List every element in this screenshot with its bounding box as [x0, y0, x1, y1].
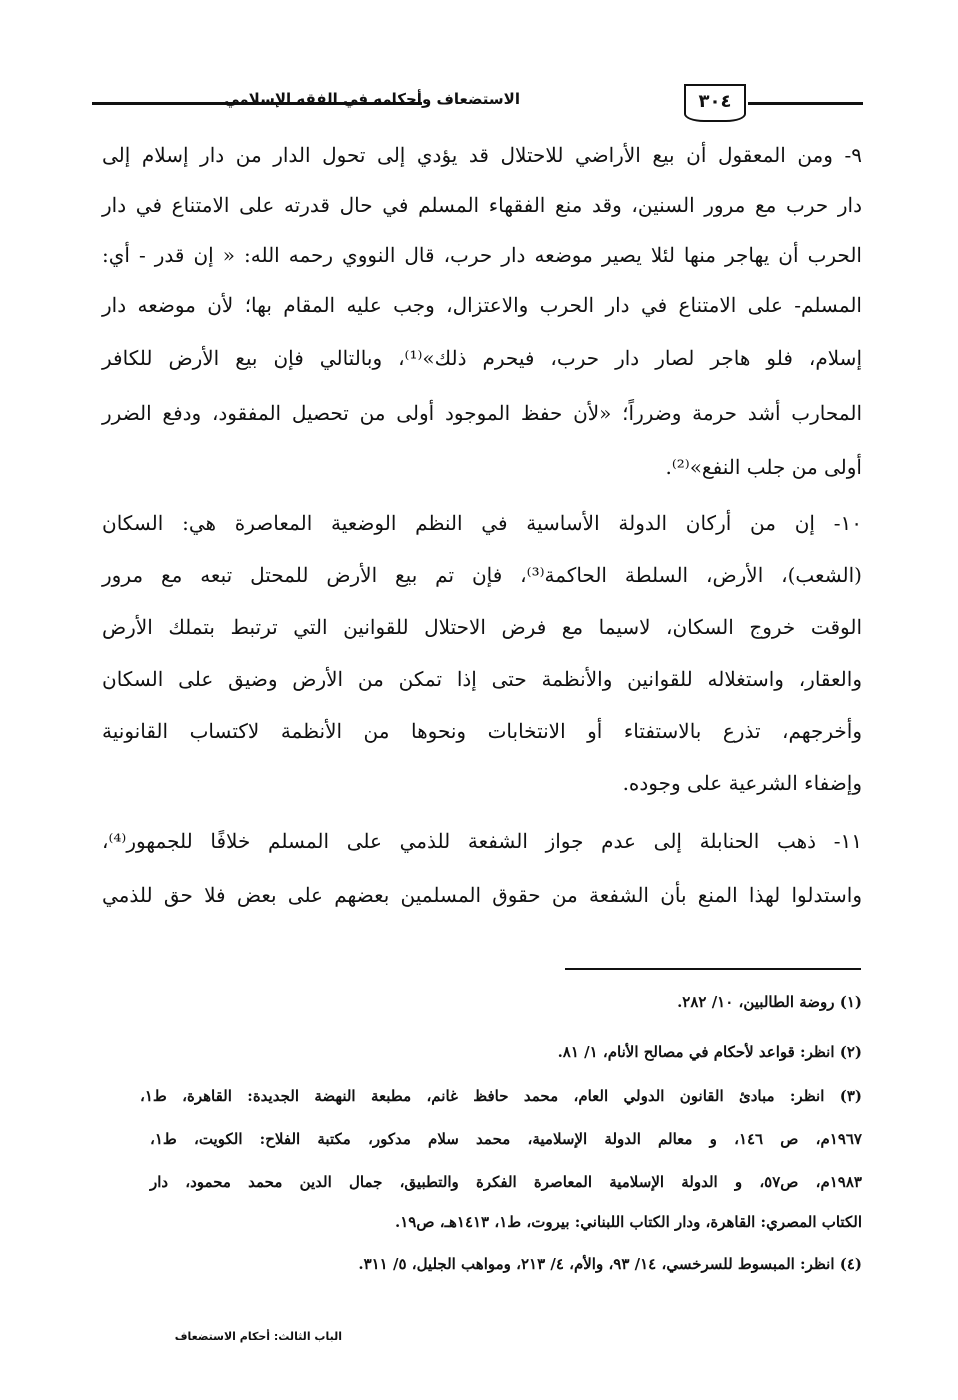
body-line: وأخرجهم، تذرع بالاستفتاء أو الانتخابات ونحوها من الأنظمة لاكتساب القانونية — [102, 719, 862, 743]
footnote: ١٩٦٧م، ص ١٤٦، و معالم الدولة الإسلامية، محمد سلام مدكور، مكتبة الفلاح: الكويت، ط١، — [150, 1130, 862, 1148]
footnote: ١٩٨٣م، ص٥٧، و الدولة الإسلامية المعاصرة الفكرة والتطبيق، جمال الدين محمد محمود، دار — [150, 1173, 862, 1191]
body-line: المحارب أشد حرمة وضرراً؛ «لأن حفظ الموجود أولى من تحصيل المفقود، ودفع الضرر — [102, 401, 862, 425]
header-rule — [748, 102, 863, 105]
body-line: ١٠- إن من أركان الدولة الأساسية في النظم الوضعية المعاصرة هي: السكان — [102, 511, 862, 535]
body-line: وإضفاء الشرعية على وجوده. — [622, 771, 862, 795]
chapter-footer: الباب الثالث: أحكام الاستضعاف — [174, 1330, 342, 1343]
running-title: الاستضعاف وأحكامه في الفقه الإسلامي — [224, 90, 520, 108]
page-number: ٣٠٤ — [684, 84, 746, 122]
footnote: الكتاب المصري: القاهرة، ودار الكتاب اللبناني: بيروت، ط١، ١٤١٣هـ، ص١٩. — [395, 1213, 862, 1231]
body-line: إسلام، فلو هاجر لصار دار حرب، فيحرم ذلك»⁽¹⁾، وبالتالي فإن بيع الأرض للكافر — [102, 346, 862, 370]
body-line: واستدلوا لهذا المنع بأن الشفعة من حقوق المسلمين بعضهم على بعض فلا حق للذمي — [102, 883, 862, 907]
body-line: الوقت خروج السكان، لاسيما مع فرض الاحتلال للقوانين التي ترتبط بتملك الأرض — [102, 615, 862, 639]
body-line: دار حرب مع مرور السنين، وقد منع الفقهاء المسلم في حال قدرته على الامتناع في دار — [102, 193, 862, 217]
footnote: (٤) انظر: المبسوط للسرخسي، ١٤/ ٩٣، والأم، ٤/ ٢١٣، ومواهب الجليل، ٥/ ٣١١. — [358, 1255, 862, 1273]
body-line: ٩- ومن المعقول أن بيع الأراضي للاحتلال قد يؤدي إلى تحول الدار من دار إسلام إلى — [102, 143, 862, 167]
body-line: أولى من جلب النفع»⁽²⁾. — [665, 455, 862, 479]
body-line: (الشعب)، الأرض، السلطة الحاكمة⁽³⁾، فإن تم بيع الأرض للمحتل تبعه مع مرور — [102, 563, 862, 587]
body-line: ١١- ذهب الحنابلة إلى عدم جواز الشفعة للذمي على المسلم خلافًا للجمهور⁽⁴⁾، — [102, 829, 862, 853]
body-line: والعقار، واستغلاله للقوانين والأنظمة حتى إذا تمكن من الأرض وضيق على السكان — [102, 667, 862, 691]
body-line: الحرب أن يهاجر منها لئلا يصير موضعه دار حرب، قال النووي رحمه الله: « إن قدر - أي: — [102, 243, 862, 267]
footnote: (١) روضة الطالبين، ١٠/ ٢٨٢. — [677, 993, 862, 1011]
footnote: (٣) انظر: مبادئ القانون الدولي العام، محمد حافظ غانم، مطبعة النهضة الجديدة: القاهرة، ط١، — [140, 1087, 862, 1105]
footnote-rule — [565, 968, 861, 970]
body-line: المسلم- على الامتناع في دار الحرب والاعتزال، وجب عليه المقام بها؛ لأن موضعه دار — [102, 293, 862, 317]
footnote: (٢) انظر: قواعد لأحكام في مصالح الأنام، ١/ ٨١. — [557, 1043, 862, 1061]
